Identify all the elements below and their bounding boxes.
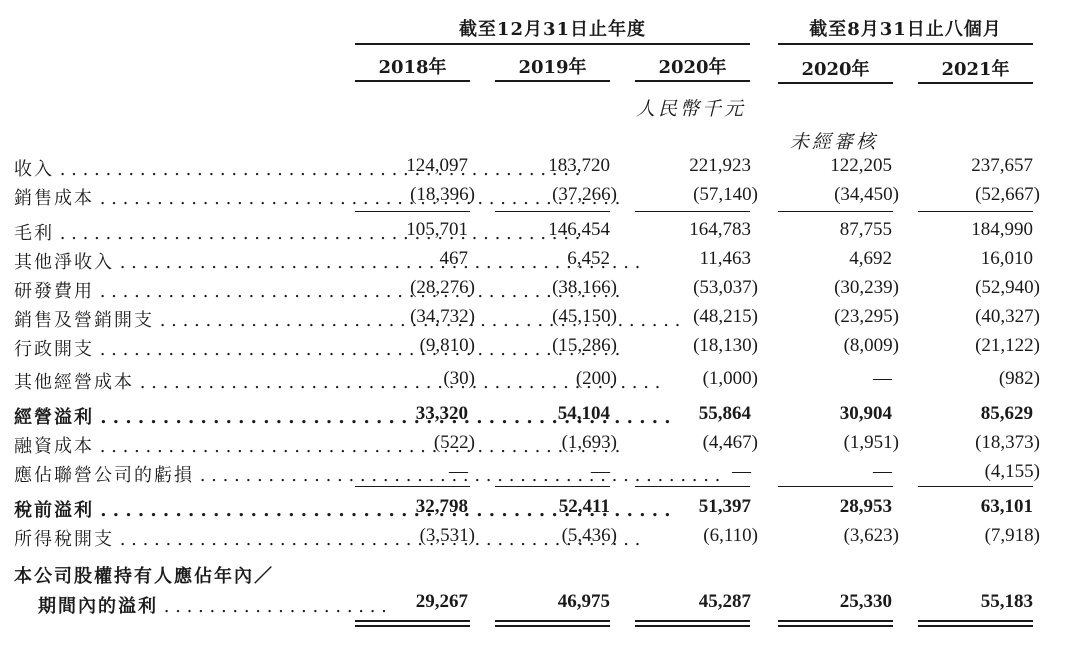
row-label: 所得稅開支 . . . <box>14 525 326 551</box>
double-rule-bottom <box>635 625 750 627</box>
row-value: (40,327) <box>975 306 1040 327</box>
table-row <box>0 432 1080 460</box>
row-value: 28,953 <box>839 496 892 517</box>
row-value: — <box>732 461 751 482</box>
row-value: (3,623) <box>843 525 899 546</box>
unit-label: 人民幣千元 <box>636 98 747 120</box>
row-value: 16,010 <box>980 248 1033 269</box>
subtotal-rule <box>355 211 470 212</box>
year-header-2021-8m: 2021年 <box>941 59 1010 80</box>
subtotal-rule <box>495 211 610 212</box>
row-value: (8,009) <box>843 335 899 356</box>
row-value: (3,531) <box>419 525 475 546</box>
row-value: (28,276) <box>410 277 475 298</box>
row-value: (52,940) <box>975 277 1040 298</box>
row-value: (34,732) <box>410 306 475 327</box>
row-label: 其他淨收入 . . . <box>14 248 326 274</box>
double-rule-top <box>918 620 1033 622</box>
row-value: (34,450) <box>834 184 899 205</box>
table-row <box>0 248 1080 276</box>
header-eight-months: 截至8月31日止八個月 <box>809 19 1002 40</box>
double-rule-top <box>495 620 610 622</box>
unaudited-label: 未經審核 <box>790 131 879 153</box>
row-value: (522) <box>433 432 475 453</box>
table-row <box>0 368 1080 396</box>
row-value: (982) <box>998 368 1040 389</box>
subtotal-rule <box>778 211 893 212</box>
row-label: 研發費用 . . . <box>14 277 326 303</box>
row-value: (9,810) <box>419 335 475 356</box>
row-value: 183,720 <box>548 155 610 176</box>
header-divider-year-end <box>355 43 750 45</box>
row-value: 164,783 <box>689 219 751 240</box>
row-value: (1,951) <box>843 432 899 453</box>
subtotal-rule <box>918 486 1033 487</box>
row-value: (30,239) <box>834 277 899 298</box>
row-label: 行政開支 . . . <box>14 335 326 361</box>
row-value: 33,320 <box>415 403 468 424</box>
row-value: (7,918) <box>984 525 1040 546</box>
year-underline <box>355 80 470 82</box>
row-value: 467 <box>439 248 468 269</box>
row-value: 85,629 <box>980 403 1033 424</box>
table-row <box>0 277 1080 305</box>
table-row <box>0 403 1080 431</box>
row-value: (30) <box>443 368 475 389</box>
double-rule-top <box>635 620 750 622</box>
row-label: 經營溢利 . . . <box>14 403 326 429</box>
row-value: 55,864 <box>698 403 751 424</box>
row-value: 105,701 <box>406 219 468 240</box>
row-value: (6,110) <box>703 525 758 546</box>
row-label: 應佔聯營公司的虧損 . . . <box>14 461 326 487</box>
year-header-2020-8m: 2020年 <box>801 59 870 80</box>
row-value: 87,755 <box>839 219 892 240</box>
year-header-2018: 2018年 <box>378 57 447 78</box>
row-value: 184,990 <box>971 219 1033 240</box>
row-value: (53,037) <box>693 277 758 298</box>
year-underline <box>918 82 1033 84</box>
row-value: (18,130) <box>693 335 758 356</box>
row-label: 銷售及營銷開支 . . . <box>14 306 326 332</box>
row-value: (57,140) <box>693 184 758 205</box>
row-value: (21,122) <box>975 335 1040 356</box>
final-value: 55,183 <box>980 591 1033 612</box>
row-value: 32,798 <box>415 496 468 517</box>
table-row <box>0 184 1080 212</box>
row-value: 124,097 <box>406 155 468 176</box>
final-row <box>0 591 1080 619</box>
row-value: (200) <box>575 368 617 389</box>
subtotal-rule <box>495 486 610 487</box>
header-divider-eight-months <box>778 43 1033 45</box>
row-value: (23,295) <box>834 306 899 327</box>
subtotal-rule <box>355 486 470 487</box>
row-value: 54,104 <box>557 403 610 424</box>
row-label: 毛利 . . . <box>14 219 326 245</box>
row-value: 221,923 <box>689 155 751 176</box>
row-label: 其他經營成本 . . . <box>14 368 326 394</box>
row-value: 30,904 <box>839 403 892 424</box>
subtotal-rule <box>635 486 750 487</box>
table-row <box>0 219 1080 247</box>
row-label: 稅前溢利 . . . <box>14 496 326 522</box>
subtotal-rule <box>778 486 893 487</box>
row-label: 收入 . . . <box>14 155 326 181</box>
year-underline <box>778 82 893 84</box>
row-value: (4,155) <box>984 461 1040 482</box>
row-value: (4,467) <box>702 432 758 453</box>
row-value: 63,101 <box>980 496 1033 517</box>
row-value: — <box>449 461 468 482</box>
final-value: 29,267 <box>415 591 468 612</box>
table-row <box>0 461 1080 489</box>
row-value: 11,463 <box>699 248 751 269</box>
row-value: 4,692 <box>849 248 892 269</box>
row-value: — <box>873 461 892 482</box>
row-value: — <box>591 461 610 482</box>
double-rule-top <box>778 620 893 622</box>
row-value: (1,693) <box>561 432 617 453</box>
final-label-line1: 本公司股權持有人應佔年內／ <box>14 566 274 587</box>
row-value: 146,454 <box>548 219 610 240</box>
double-rule-top <box>355 620 470 622</box>
row-value: 237,657 <box>971 155 1033 176</box>
year-header-2019: 2019年 <box>518 57 587 78</box>
table-row <box>0 155 1080 183</box>
row-value: (15,286) <box>552 335 617 356</box>
row-value: (1,000) <box>702 368 758 389</box>
row-value: (38,166) <box>552 277 617 298</box>
double-rule-bottom <box>495 625 610 627</box>
row-value: — <box>873 368 892 389</box>
row-value: (18,396) <box>410 184 475 205</box>
table-row <box>0 496 1080 524</box>
double-rule-bottom <box>778 625 893 627</box>
row-label: 銷售成本 . . . <box>14 184 326 210</box>
final-label-line2-text: 期間內的溢利 <box>38 596 158 617</box>
year-underline <box>635 80 750 82</box>
header-year-end: 截至12月31日止年度 <box>458 19 647 40</box>
table-row <box>0 306 1080 334</box>
row-value: 52,411 <box>558 496 610 517</box>
row-value: (48,215) <box>693 306 758 327</box>
row-value: (37,266) <box>552 184 617 205</box>
table-row <box>0 525 1080 553</box>
subtotal-rule <box>635 211 750 212</box>
row-value: 51,397 <box>698 496 751 517</box>
double-rule-bottom <box>355 625 470 627</box>
row-value: (52,667) <box>975 184 1040 205</box>
row-value: 6,452 <box>567 248 610 269</box>
row-label: 融資成本 . . . <box>14 432 326 458</box>
year-underline <box>495 80 610 82</box>
final-label-line2: 期間內的溢利 . . . . . . . . . . . . . . . . . . . . <box>38 596 387 617</box>
final-value: 25,330 <box>839 591 892 612</box>
row-value: 122,205 <box>830 155 892 176</box>
final-value: 45,287 <box>698 591 751 612</box>
final-value: 46,975 <box>557 591 610 612</box>
row-value: (5,436) <box>561 525 617 546</box>
double-rule-bottom <box>918 625 1033 627</box>
year-header-2020: 2020年 <box>658 57 727 78</box>
subtotal-rule <box>918 211 1033 212</box>
row-value: (45,150) <box>552 306 617 327</box>
table-row <box>0 335 1080 363</box>
row-value: (18,373) <box>975 432 1040 453</box>
